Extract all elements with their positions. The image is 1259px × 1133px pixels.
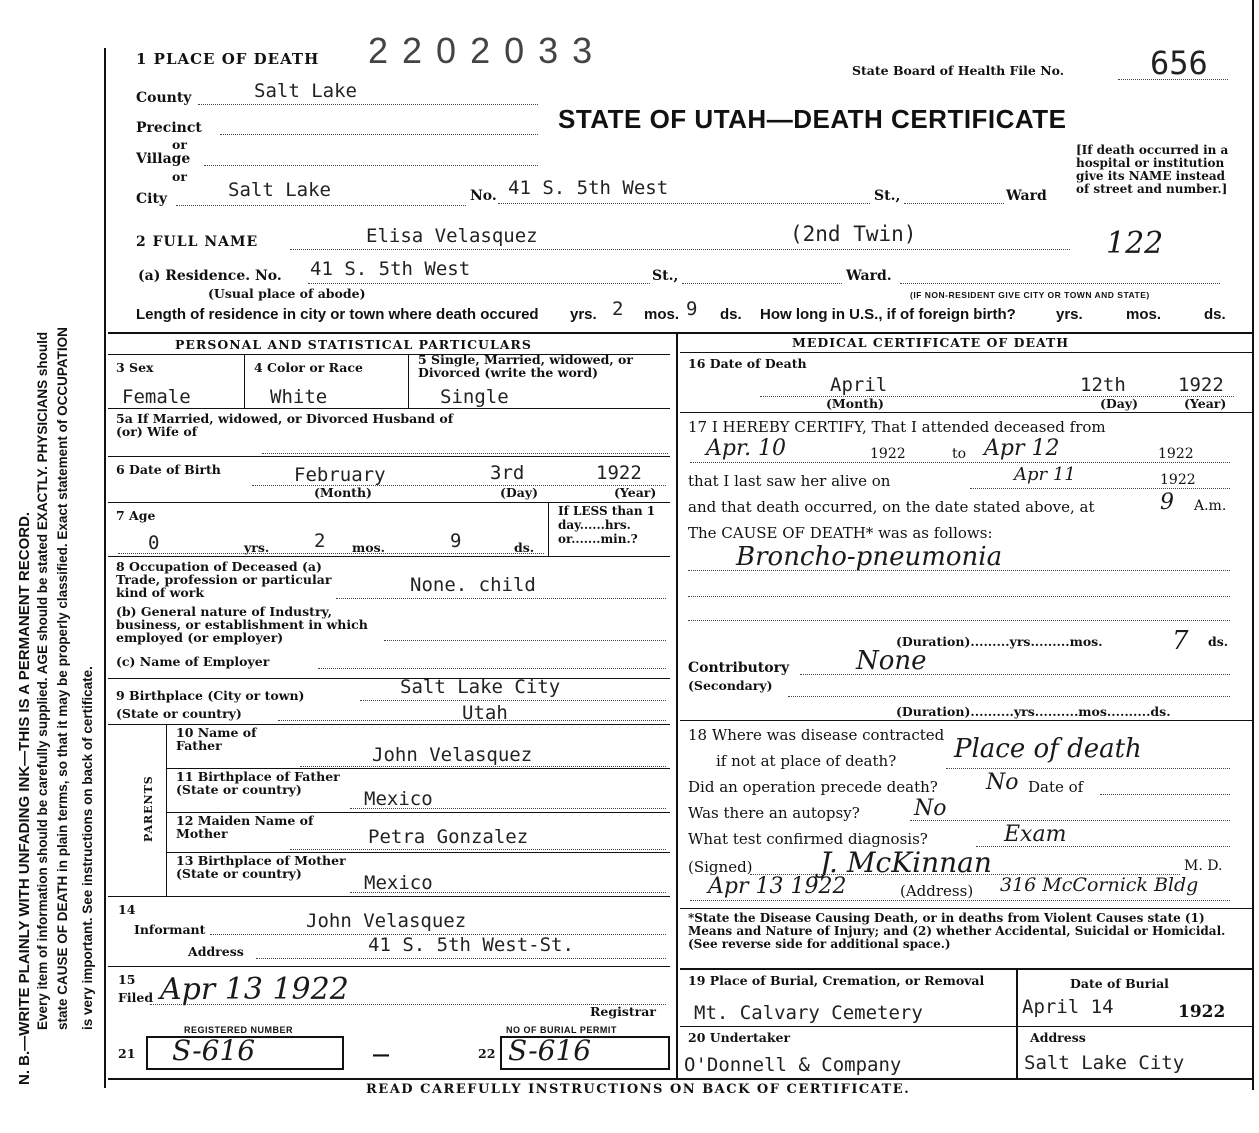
industry-label: (b) General nature of Industry, business, or establishment in which employed (or employer) [116,604,368,645]
us-yrs-label: yrs. [1056,306,1083,323]
burial-date: April 14 [1022,996,1114,1018]
death-month: April [830,374,888,396]
footer-instructions: READ CAREFULLY INSTRUCTIONS ON BACK OF CERTIFICATE. [366,1082,911,1097]
duration-1-ds: ds. [1208,634,1229,649]
attended-to: Apr 12 [984,436,1060,461]
frame-right [1252,0,1254,1090]
employer-label: (c) Name of Employer [116,654,270,669]
state-file-number: 656 [1150,44,1208,82]
filed-label: Filed [118,990,154,1005]
married-label: 5a If Married, widowed, or Divorced Husband of (or) Wife of [116,411,454,439]
street-no-label: No. [470,188,497,204]
contributory-value: None [856,646,927,676]
column-divider [676,332,678,1078]
color-label: 4 Color or Race [254,360,363,375]
section-divider [108,332,1252,334]
personal-heading: PERSONAL AND STATISTICAL PARTICULARS [175,337,532,352]
burial-date-label: Date of Burial [1070,976,1169,991]
date-of-label: Date of [1028,778,1084,796]
death-date-label: 16 Date of Death [688,356,807,371]
md-label: M. D. [1184,858,1223,874]
am-label: A.m. [1194,498,1227,514]
duration-1: (Duration).........yrs.........mos. [896,634,1103,649]
test-value: Exam [1004,822,1067,847]
side-note-3: state CAUSE OF DEATH in plain terms, so that it may be properly classified. Exact statement of OCCUPATION [55,327,70,1030]
stamp-number: 2 2 0 2 0 3 3 [368,30,595,71]
less-than-day-label: If LESS than 1 day......hrs. or.......min.? [558,504,656,546]
last-saw-date: Apr 11 [1014,464,1076,485]
precinct-label: Precinct [136,120,202,136]
registrar-label: Registrar [590,1004,656,1019]
where-contracted-label: 18 Where was disease contracted [688,726,945,744]
us-ds-label: ds. [1204,306,1226,323]
age-mos-label: mos. [352,540,385,555]
operation-value: No [986,770,1019,795]
informant-label: Informant [134,922,206,937]
age-mos-value: 2 [314,530,326,552]
informant-address-label: Address [188,944,244,959]
dob-year-cap: (Year) [614,485,657,500]
sex-value: Female [122,386,191,408]
length-yrs-label: yrs. [570,306,597,323]
registered-number-label: REGISTERED NUMBER [184,1025,294,1035]
state-file-label: State Board of Health File No. [852,63,1065,78]
autopsy-value: No [914,796,947,821]
full-name-label: 2 FULL NAME [136,234,259,250]
or-1: or [172,137,187,152]
village-label: Village [136,151,191,167]
length-residence-label: Length of residence in city or town where death occured [136,306,539,323]
informant-address: 41 S. 5th West-St. [368,934,574,956]
death-year: 1922 [1178,374,1224,396]
county-label: County [136,90,192,106]
occurred-text: and that death occurred, on the date stated above, at [688,498,1095,516]
num-22: 22 [478,1046,496,1061]
contributory-label: Contributory [688,660,790,676]
death-day: 12th [1080,374,1126,396]
father-birthplace: Mexico [364,788,433,810]
age-yrs-value: 0 [148,532,160,554]
num-21: 21 [118,1046,136,1061]
birthplace-state: Utah [462,702,508,724]
burial-place-label: 19 Place of Burial, Cremation, or Removal [688,973,985,988]
age-yrs-label: yrs. [244,540,270,555]
residence-label: (a) Residence. No. [138,268,282,284]
us-residence-label: How long in U.S., if of foreign birth? [760,306,1016,323]
duration-2: (Duration)..........yrs..........mos..........ds. [896,704,1171,719]
registered-number-value: S-616 [172,1034,256,1067]
birthplace-city: Salt Lake City [400,676,561,698]
father-birthplace-label: 11 Birthplace of Father (State or country) [176,769,340,797]
mother-value: Petra Gonzalez [368,826,529,848]
residence-st-label: St., [652,268,679,284]
mother-label: 12 Maiden Name of Mother [176,813,314,841]
city-label: City [136,191,168,207]
handwritten-122: 122 [1106,226,1164,261]
frame-left [104,48,106,1088]
full-name-value: Elisa Velasquez [366,225,538,247]
dob-year: 1922 [596,462,642,484]
street-value: 41 S. 5th West [508,177,669,199]
age-label: 7 Age [116,508,156,523]
undertaker-address-label: Address [1030,1030,1086,1045]
filed-handwritten: Apr 13 1922 [160,972,349,1007]
autopsy-label: Was there an autopsy? [688,804,860,822]
nonresident-note: (IF NON-RESIDENT GIVE CITY OR TOWN AND STATE) [910,290,1150,300]
death-year-cap: (Year) [1184,396,1227,411]
filed-num: 15 [118,972,136,987]
test-label: What test confirmed diagnosis? [688,830,928,848]
bottom-rule [108,1078,1252,1080]
length-ds-label: ds. [720,306,742,323]
occupation-label: 8 Occupation of Deceased (a) Trade, profession or particular kind of work [116,559,332,600]
hospital-note: [If death occurred in a hospital or institution give its NAME instead of street and number.] [1076,143,1229,196]
side-note-4: is very important. See instructions on back of certificate. [80,666,95,1030]
birthplace-state-label: (State or country) [116,706,242,721]
burial-permit-label: NO OF BURIAL PERMIT [506,1025,617,1035]
to-label: to [952,446,967,462]
birthplace-label: 9 Birthplace (City or town) [116,688,305,703]
length-mos-value: 9 [686,298,698,320]
medical-heading: MEDICAL CERTIFICATE OF DEATH [792,335,1070,350]
residence-value: 41 S. 5th West [310,258,471,280]
occupation-value: None. child [410,574,536,596]
attended-year-1: 1922 [870,446,906,462]
informant-num: 14 [118,902,136,917]
signature: J. McKinnan [820,846,992,879]
marital-label: 5 Single, Married, widowed, or Divorced (write the word) [418,352,633,380]
last-saw-text: that I last saw her alive on [688,472,891,490]
certificate-title: STATE OF UTAH—DEATH CERTIFICATE [558,104,1067,134]
signed-label: (Signed) [688,858,753,876]
mother-birthplace-label: 13 Birthplace of Mother (State or country) [176,853,346,881]
footnote: *State the Disease Causing Death, or in deaths from Violent Causes state (1) Means and Nature of Injury; and (2) whether Accidental, Suicidal or Homicidal. (See reverse side for additional space.) [688,911,1226,951]
length-mos-label: mos. [644,306,680,323]
burial-place: Mt. Calvary Cemetery [694,1002,923,1024]
duration-1-value: 7 [1172,626,1189,656]
county-value: Salt Lake [254,80,357,102]
cause-label: The CAUSE OF DEATH* was as follows: [688,524,993,542]
cause-of-death: Broncho-pneumonia [736,542,1003,572]
dob-day-cap: (Day) [500,485,539,500]
sex-label: 3 Sex [116,360,154,375]
usual-abode-note: (Usual place of abode) [208,286,366,301]
ward-label: Ward [1006,188,1047,204]
father-label: 10 Name of Father [176,725,257,753]
or-2: or [172,169,187,184]
dob-month-cap: (Month) [314,485,372,500]
attended-from: Apr. 10 [706,436,787,461]
age-ds-label: ds. [514,540,535,555]
attended-year-2: 1922 [1158,446,1194,462]
dob-day: 3rd [490,462,525,484]
secondary-label: (Secondary) [688,678,773,693]
death-month-cap: (Month) [826,396,884,411]
signed-date: Apr 13 1922 [708,874,847,899]
dob-month: February [294,464,386,486]
parents-label: PARENTS [142,775,155,842]
certify-text: 17 I HEREBY CERTIFY, That I attended deceased from [688,418,1106,436]
informant-value: John Velasquez [306,910,467,932]
death-day-cap: (Day) [1100,396,1139,411]
not-place-label: if not at place of death? [716,752,897,770]
street-st-label: St., [874,188,901,204]
undertaker-address: Salt Lake City [1024,1052,1185,1074]
dob-label: 6 Date of Birth [116,462,221,477]
residence-ward-label: Ward. [846,268,892,284]
address-label: (Address) [900,882,974,900]
operation-label: Did an operation precede death? [688,778,938,796]
place-contracted: Place of death [954,734,1142,764]
time-of-death: 9 [1160,490,1174,515]
marital-value: Single [440,386,509,408]
physician-address: 316 McCornick Bldg [1000,874,1199,896]
father-value: John Velasquez [372,744,533,766]
age-ds-value: 9 [450,530,462,552]
last-saw-year: 1922 [1160,472,1196,488]
twin-note: (2nd Twin) [790,222,917,246]
place-of-death-label: 1 PLACE OF DEATH [136,50,320,68]
undertaker-value: O'Donnell & Company [684,1054,902,1076]
side-note-1: N. B.—WRITE PLAINLY WITH UNFADING INK—THIS IS A PERMANENT RECORD. [16,511,33,1085]
burial-year: 1922 [1178,1002,1226,1022]
us-mos-label: mos. [1126,306,1162,323]
burial-permit-value: S-616 [508,1034,592,1067]
color-value: White [270,386,328,408]
mother-birthplace: Mexico [364,872,433,894]
city-value: Salt Lake [228,179,331,201]
length-yrs-value: 2 [612,298,624,320]
undertaker-label: 20 Undertaker [688,1030,791,1045]
side-note-2: Every item of information should be carefully supplied. AGE should be stated EXACTLY. PHYSICIANS should [35,331,50,1030]
